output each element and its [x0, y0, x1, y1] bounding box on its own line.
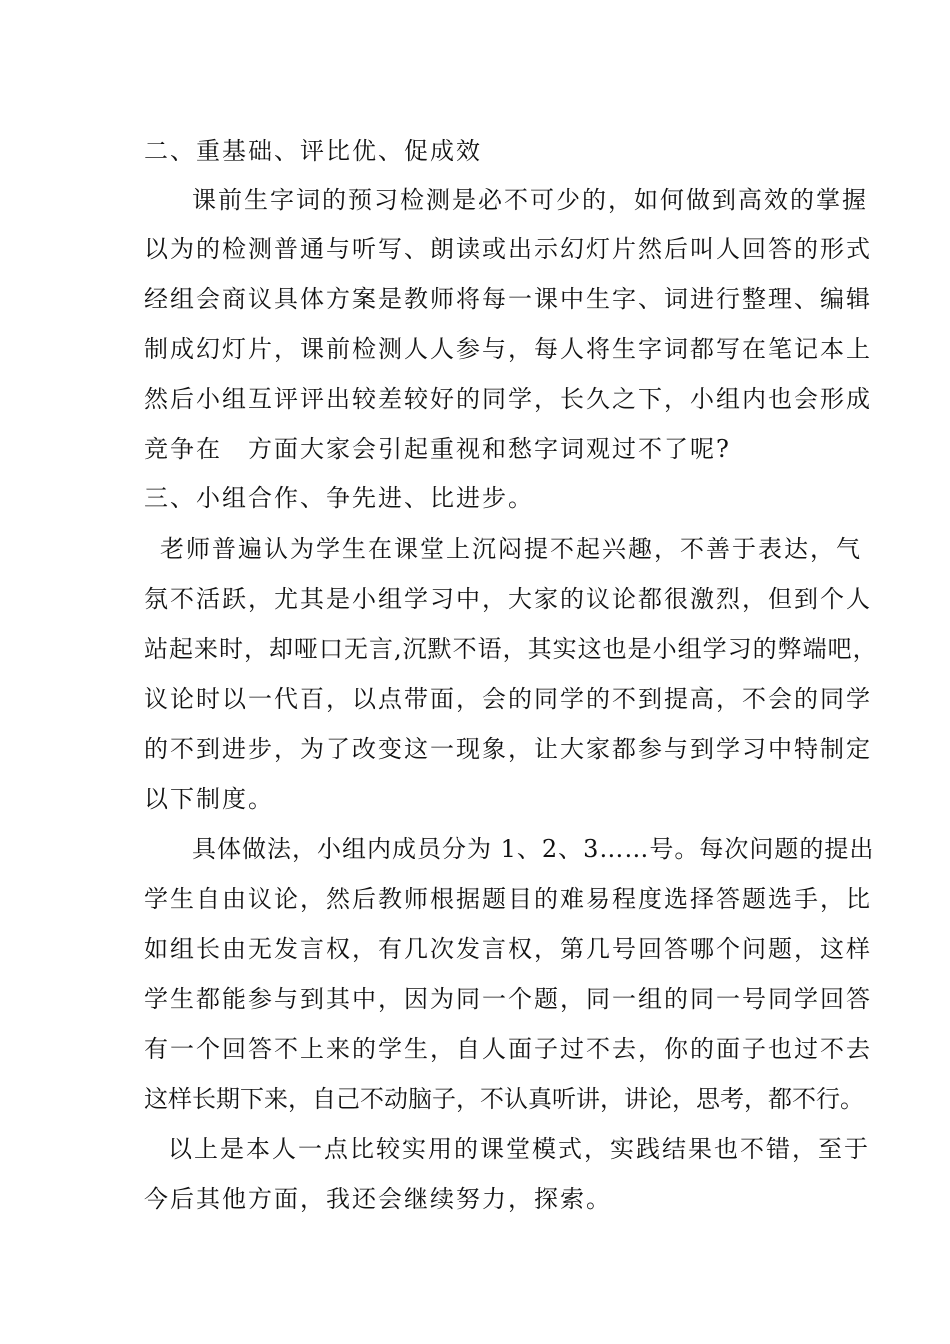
heading-section-2: 二、重基础、评比优、促成效	[144, 137, 482, 165]
paragraph-line: 有一个回答不上来的学生，自人面子过不去，你的面子也过不去	[144, 1035, 872, 1063]
paragraph-line: 竞争在 方面大家会引起重视和愁字词观过不了呢?	[144, 435, 731, 463]
paragraph-line: 然后小组互评评出较差较好的同学，长久之下，小组内也会形成	[144, 385, 872, 413]
paragraph-line: 具体做法，小组内成员分为 1、2、3……号。每次问题的提出	[192, 835, 875, 863]
heading-section-3: 三、小组合作、争先进、比进步。	[144, 484, 534, 512]
paragraph-line: 以下制度。	[144, 785, 274, 813]
paragraph-line: 经组会商议具体方案是教师将每一课中生字、词进行整理、编辑	[144, 285, 872, 313]
paragraph-line: 站起来时，却哑口无言,沉默不语，其实这也是小组学习的弊端吧，	[144, 635, 878, 663]
paragraph-line: 制成幻灯片，课前检测人人参与，每人将生字词都写在笔记本上	[144, 335, 872, 363]
paragraph-line: 议论时以一代百，以点带面，会的同学的不到提高，不会的同学	[144, 685, 872, 713]
paragraph-line: 这样长期下来，自己不动脑子，不认真听讲，讲论，思考，都不行。	[144, 1085, 864, 1113]
paragraph-line: 以为的检测普通与听写、朗读或出示幻灯片然后叫人回答的形式	[144, 235, 872, 263]
paragraph-line: 如组长由无发言权，有几次发言权，第几号回答哪个问题，这样	[144, 935, 872, 963]
paragraph-line: 课前生字词的预习检测是必不可少的，如何做到高效的掌握	[192, 186, 868, 214]
paragraph-line: 学生都能参与到其中，因为同一个题，同一组的同一号同学回答	[144, 985, 872, 1013]
paragraph-line: 今后其他方面，我还会继续努力，探索。	[144, 1185, 612, 1213]
paragraph-line: 的不到进步，为了改变这一现象，让大家都参与到学习中特制定	[144, 735, 872, 763]
paragraph-line: 老师普遍认为学生在课堂上沉闷提不起兴趣，不善于表达，气	[160, 535, 862, 563]
paragraph-line: 氛不活跃，尤其是小组学习中，大家的议论都很激烈，但到个人	[144, 585, 872, 613]
paragraph-line: 以上是本人一点比较实用的课堂模式，实践结果也不错，至于	[168, 1135, 870, 1163]
paragraph-line: 学生自由议论，然后教师根据题目的难易程度选择答题选手，比	[144, 885, 872, 913]
